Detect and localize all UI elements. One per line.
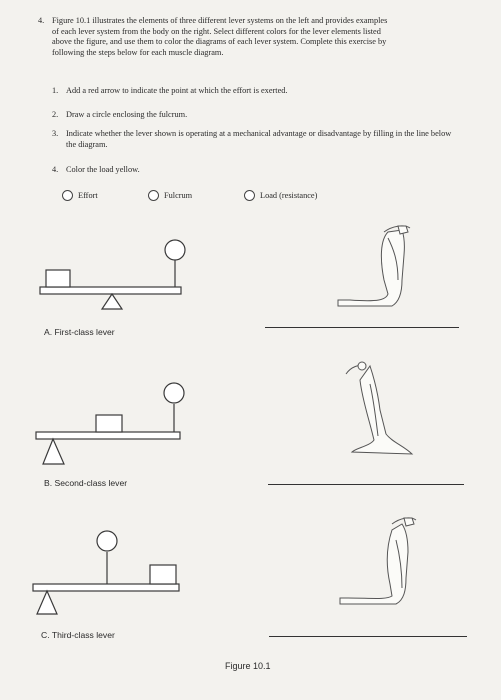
- third-class-lever-diagram: [33, 531, 179, 614]
- lever-bar: [36, 432, 180, 439]
- step-4-number: 4.: [52, 165, 59, 174]
- fulcrum-triangle: [43, 439, 64, 464]
- step-4-text: Color the load yellow.: [66, 165, 140, 174]
- answer-line-third-class[interactable]: [269, 636, 467, 637]
- answer-line-second-class[interactable]: [268, 484, 464, 485]
- leg-second-class-example: [346, 362, 412, 454]
- caption-third-class: C. Third-class lever: [41, 630, 115, 640]
- legend-load-label: Load (resistance): [260, 191, 318, 200]
- load-box: [46, 270, 70, 287]
- effort-circle: [164, 383, 184, 403]
- step-2-text: Draw a circle enclosing the fulcrum.: [66, 110, 188, 119]
- legend-fulcrum-label: Fulcrum: [164, 191, 193, 200]
- answer-line-first-class[interactable]: [265, 327, 459, 328]
- step-3-text: Indicate whether the lever shown is operating at a mechanical advantage or disadvantage by filling in the line below the diagram.: [66, 129, 452, 149]
- legend-effort-label: Effort: [78, 191, 98, 200]
- lever-bar: [33, 584, 179, 591]
- first-class-lever-diagram: [40, 240, 185, 309]
- question-text: Figure 10.1 illustrates the elements of three different lever systems on the left and provides examples of each lever system from the body on the right. Select different colors for the lever elements listed above the figure, and use them to color the diagrams of each lever system. Complete this exercise by following the steps below for each muscle diagram.: [52, 16, 388, 57]
- fulcrum-triangle: [37, 591, 57, 614]
- step-1-text: Add a red arrow to indicate the point at which the effort is exerted.: [66, 86, 288, 95]
- effort-circle: [97, 531, 117, 551]
- leg-first-class-example: [338, 226, 410, 306]
- step-1-number: 1.: [52, 86, 59, 95]
- step-2-number: 2.: [52, 110, 59, 119]
- figure-label: Figure 10.1: [225, 661, 271, 671]
- load-box: [96, 415, 122, 432]
- fulcrum-triangle: [102, 294, 122, 309]
- caption-second-class: B. Second-class lever: [44, 478, 128, 488]
- second-class-lever-diagram: [36, 383, 184, 464]
- question-number: 4.: [38, 16, 45, 25]
- effort-circle: [165, 240, 185, 260]
- step-3-number: 3.: [52, 129, 59, 138]
- leg-third-class-example: [340, 518, 416, 604]
- caption-first-class: A. First-class lever: [44, 327, 115, 337]
- lever-bar: [40, 287, 181, 294]
- load-box: [150, 565, 176, 584]
